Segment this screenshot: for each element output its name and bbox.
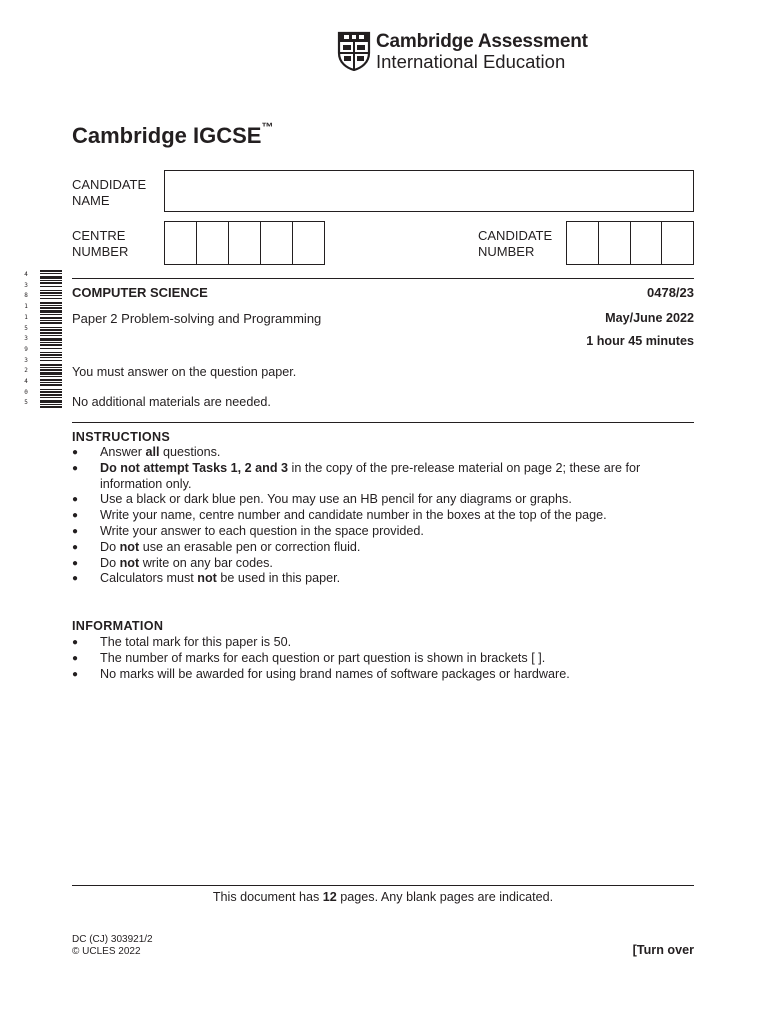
qualification-title: Cambridge IGCSE™: [72, 119, 274, 148]
paper-title: Paper 2 Problem-solving and Programming: [72, 311, 322, 326]
list-item: ● Write your name, centre number and candidate number in the boxes at the top of the page.: [72, 508, 672, 524]
page-count-note: This document has 12 pages. Any blank pages are indicated.: [212, 890, 554, 904]
instructions-list: [72, 445, 672, 587]
divider: [72, 278, 694, 279]
barcode-icon: [30, 270, 62, 410]
exam-duration: 1 hour 45 minutes: [586, 334, 694, 348]
cambridge-crest-icon: [337, 31, 371, 71]
divider: [72, 422, 694, 423]
copyright: © UCLES 2022: [72, 946, 141, 957]
exam-session: May/June 2022: [605, 311, 694, 325]
list-item: ● Do not use an erasable pen or correction fluid.: [72, 540, 672, 556]
list-item: ● The total mark for this paper is 50.: [72, 635, 672, 651]
list-item: ● Do not attempt Tasks 1, 2 and 3 in the copy of the pre-release material on page 2; these are for information only.: [72, 461, 672, 493]
information-list: [72, 635, 672, 682]
list-item: ● Answer all questions.: [72, 445, 672, 461]
candidate-number-cell[interactable]: [631, 222, 663, 264]
list-item: ● No marks will be awarded for using brand names of software packages or hardware.: [72, 667, 672, 683]
candidate-number-label: CANDIDATE NUMBER: [478, 228, 553, 259]
centre-number-cell[interactable]: [261, 222, 293, 264]
brand-line-2: International Education: [376, 51, 566, 72]
list-item: ● Calculators must not be used in this paper.: [72, 571, 672, 587]
turn-over-label: [Turn over: [632, 943, 694, 957]
candidate-name-label: CANDIDATE NAME: [72, 177, 147, 208]
candidate-number-cell[interactable]: [662, 222, 693, 264]
centre-number-cell[interactable]: [165, 222, 197, 264]
divider: [72, 885, 694, 886]
materials-note: No additional materials are needed.: [72, 395, 271, 409]
centre-number-cell[interactable]: [293, 222, 324, 264]
paper-code: 0478/23: [647, 285, 694, 300]
candidate-number-cell[interactable]: [599, 222, 631, 264]
list-item: ● The number of marks for each question or part question is shown in brackets [ ].: [72, 651, 672, 667]
list-item: ● Write your answer to each question in the space provided.: [72, 524, 672, 540]
list-item: ● Do not write on any bar codes.: [72, 556, 672, 572]
barcode-digits: 4 3 8 1 1 5 3 9 3 2 4 0 5: [24, 271, 28, 407]
brand-line-1: Cambridge Assessment: [376, 31, 588, 52]
candidate-number-boxes[interactable]: [566, 221, 694, 265]
answer-note: You must answer on the question paper.: [72, 365, 297, 379]
trademark-symbol: ™: [261, 119, 274, 134]
centre-number-cell[interactable]: [197, 222, 229, 264]
information-heading: INFORMATION: [72, 619, 164, 633]
subject-title: COMPUTER SCIENCE: [72, 285, 208, 300]
centre-number-label: CENTRE NUMBER: [72, 228, 129, 259]
list-item: ● Use a black or dark blue pen. You may use an HB pencil for any diagrams or graphs.: [72, 492, 672, 508]
instructions-heading: INSTRUCTIONS: [72, 430, 171, 444]
candidate-name-box[interactable]: [164, 170, 694, 212]
candidate-number-cell[interactable]: [567, 222, 599, 264]
centre-number-cell[interactable]: [229, 222, 261, 264]
document-code: DC (CJ) 303921/2: [72, 934, 153, 945]
centre-number-boxes[interactable]: [164, 221, 325, 265]
